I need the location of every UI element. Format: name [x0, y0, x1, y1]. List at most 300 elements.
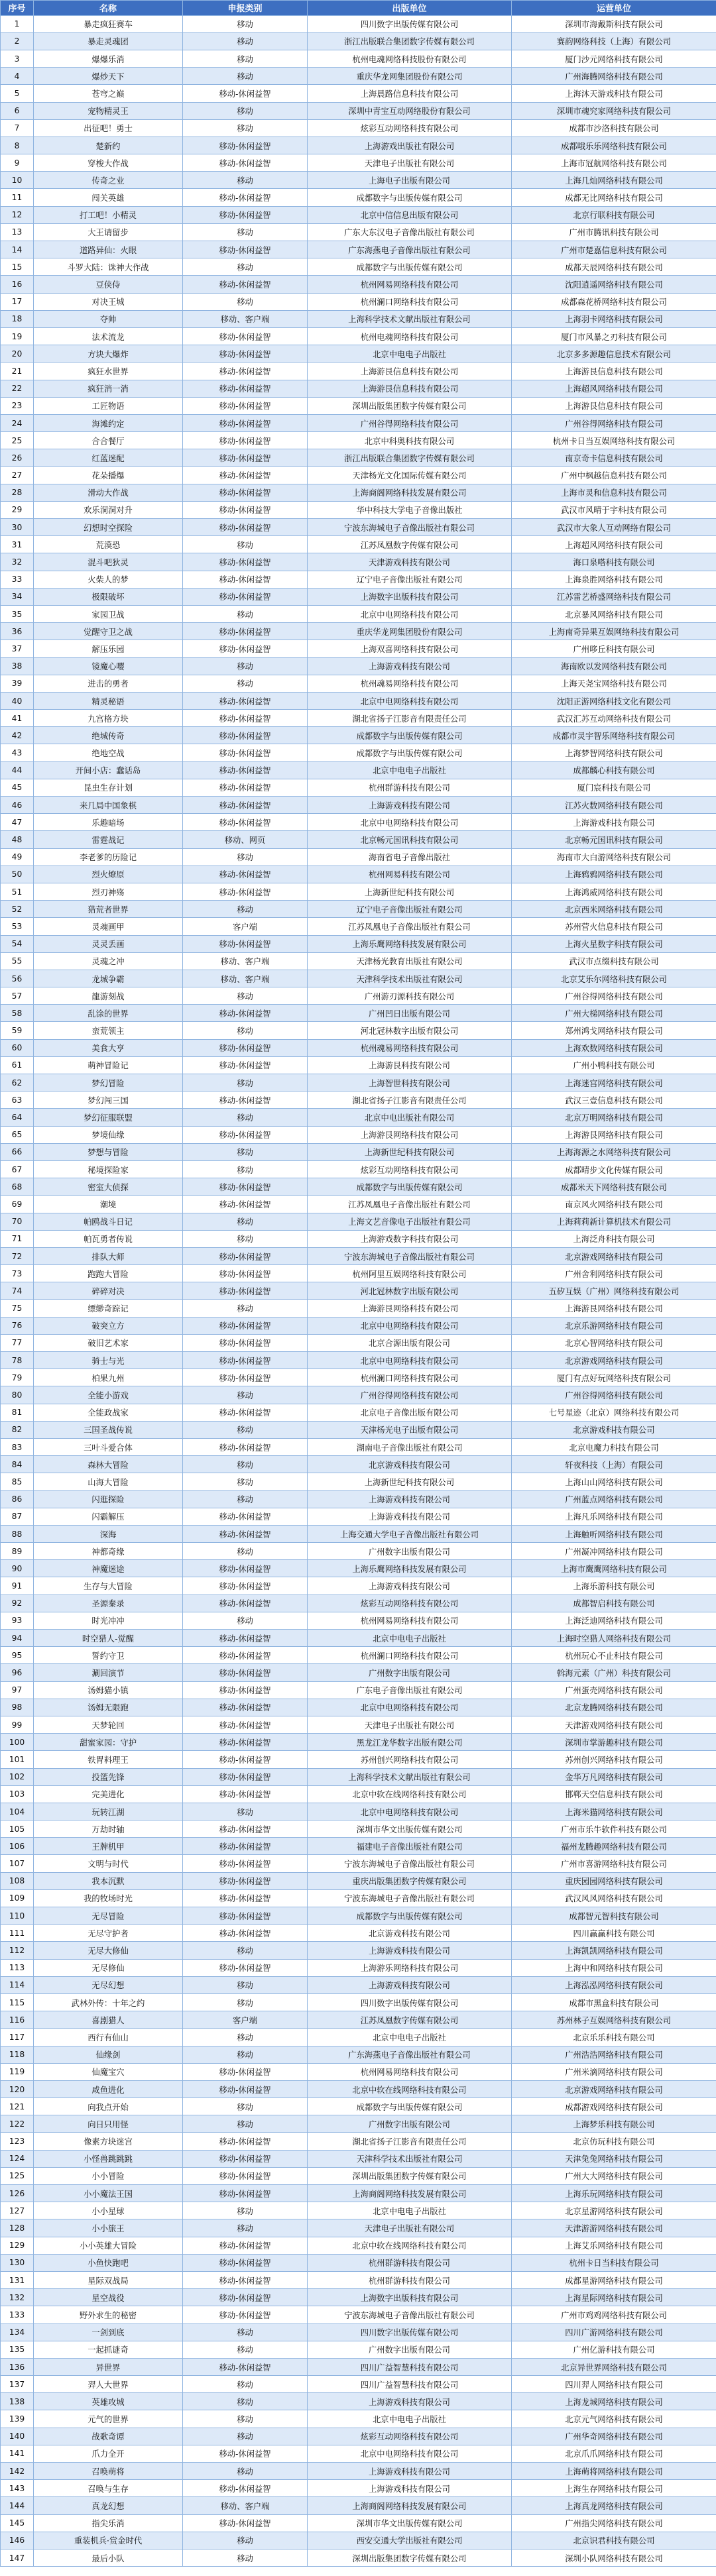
table-row — [1, 206, 716, 223]
table-body — [1, 15, 716, 2567]
cell-operator: 北京游戏科技有限公司 — [512, 1421, 716, 1438]
cell-operator: 武汉市大象人互动网络有限公司 — [512, 519, 716, 536]
cell-publisher: 上海游戏科技有限公司 — [308, 1942, 512, 1959]
header-name: 名称 — [34, 1, 183, 16]
table-row — [1, 2324, 716, 2341]
cell-index: 4 — [1, 68, 34, 85]
cell-publisher: 苏州创兴网络科技有限公司 — [308, 1751, 512, 1768]
table-row — [1, 414, 716, 431]
table-row — [1, 1160, 716, 1178]
table-row — [1, 2376, 716, 2393]
cell-name: 疯狂消一消 — [34, 380, 183, 397]
cell-operator: 北京游戏网络科技有限公司 — [512, 1247, 716, 1264]
cell-name: 元气的世界 — [34, 2410, 183, 2428]
cell-name: 天梦轮回 — [34, 1716, 183, 1733]
table-row — [1, 1473, 716, 1490]
cell-operator: 北京龙腾网络科技有限公司 — [512, 1699, 716, 1716]
table-row — [1, 2549, 716, 2566]
cell-index: 19 — [1, 327, 34, 345]
cell-operator: 广州指尖网络科技有限公司 — [512, 2514, 716, 2532]
cell-category: 移动-休闲益智 — [183, 1334, 308, 1351]
cell-index: 144 — [1, 2497, 34, 2514]
cell-index: 28 — [1, 484, 34, 501]
cell-operator: 武汉市风晴于宇科技有限公司 — [512, 501, 716, 518]
cell-category: 移动 — [183, 2115, 308, 2133]
table-row — [1, 15, 716, 32]
table-row — [1, 2497, 716, 2514]
table-row — [1, 1820, 716, 1838]
cell-operator: 广州凝冲网络科技有限公司 — [512, 1543, 716, 1560]
cell-publisher: 上海游艮网络科技有限公司 — [308, 1126, 512, 1143]
cell-name: 完美进化 — [34, 1785, 183, 1803]
cell-publisher: 北京中信信息出版有限公司 — [308, 206, 512, 223]
table-row — [1, 1838, 716, 1855]
cell-category: 移动、客户端 — [183, 310, 308, 327]
cell-operator: 杭州卡日当互娱网络科技有限公司 — [512, 432, 716, 449]
cell-name: 穿梭大作战 — [34, 154, 183, 172]
cell-operator: 七号星迹（北京）网络科技有限公司 — [512, 1404, 716, 1421]
cell-index: 23 — [1, 397, 34, 414]
cell-operator: 广州米滴网络科技有限公司 — [512, 2063, 716, 2080]
cell-category: 移动-休闲益智 — [183, 692, 308, 709]
cell-operator: 上海乐游科技有限公司 — [512, 1577, 716, 1595]
cell-index: 14 — [1, 241, 34, 258]
cell-operator: 成都市黑盒科技有限公司 — [512, 1993, 716, 2011]
cell-publisher: 成都数字与出版传媒有限公司 — [308, 2098, 512, 2115]
cell-operator: 上海泉胜网络科技有限公司 — [512, 571, 716, 588]
cell-operator: 沈阳逍遥网络科技有限公司 — [512, 276, 716, 293]
cell-category: 移动-休闲益智 — [183, 345, 308, 363]
cell-name: 出征吧！勇士 — [34, 119, 183, 137]
cell-operator: 轩夜科技（上海）有限公司 — [512, 1456, 716, 1473]
table-row — [1, 1074, 716, 1092]
cell-index: 143 — [1, 2480, 34, 2497]
cell-index: 72 — [1, 1247, 34, 1264]
table-row — [1, 1699, 716, 1716]
cell-operator: 北京多多源趣信息技术有限公司 — [512, 345, 716, 363]
cell-index: 55 — [1, 952, 34, 970]
cell-operator: 广州亿游科技有限公司 — [512, 2341, 716, 2358]
cell-category: 移动-休闲益智 — [183, 1907, 308, 1925]
cell-index: 66 — [1, 1143, 34, 1160]
cell-publisher: 杭州电魂网络科技有限公司 — [308, 327, 512, 345]
cell-category: 移动 — [183, 15, 308, 32]
cell-operator: 广州市喜游网络科技有限公司 — [512, 1855, 716, 1872]
cell-publisher: 四川数字出版传媒有限公司 — [308, 2324, 512, 2341]
cell-publisher: 天津游戏科技有限公司 — [308, 553, 512, 571]
cell-name: 召唤与生存 — [34, 2480, 183, 2497]
cell-publisher: 上海商阁网络科技发展有限公司 — [308, 2497, 512, 2514]
cell-publisher: 北京中软在线网络科技有限公司 — [308, 2237, 512, 2254]
cell-publisher: 天津科学技术出版社有限公司 — [308, 2150, 512, 2167]
cell-publisher: 四川数字出版传媒有限公司 — [308, 15, 512, 32]
cell-publisher: 上海乐鹰网络科技发展有限公司 — [308, 935, 512, 952]
table-row — [1, 1300, 716, 1317]
cell-category: 移动 — [183, 2219, 308, 2237]
cell-category: 移动 — [183, 2549, 308, 2566]
cell-index: 146 — [1, 2532, 34, 2549]
cell-operator: 上海鸿威网络科技有限公司 — [512, 883, 716, 900]
table-row — [1, 119, 716, 137]
header-index: 序号 — [1, 1, 34, 16]
table-row — [1, 32, 716, 50]
cell-publisher: 北京中电网络科技有限公司 — [308, 1803, 512, 1820]
cell-index: 36 — [1, 623, 34, 640]
cell-publisher: 西安交通大学出版社有限公司 — [308, 2532, 512, 2549]
cell-index: 29 — [1, 501, 34, 518]
cell-name: 甜蜜家园：守护 — [34, 1734, 183, 1751]
cell-index: 52 — [1, 901, 34, 918]
cell-operator: 福州龙腾趣网络科技有限公司 — [512, 1838, 716, 1855]
cell-operator: 上海梦乐科技有限公司 — [512, 2115, 716, 2133]
cell-name: 指尖乐消 — [34, 2514, 183, 2532]
cell-category: 移动-休闲益智 — [183, 2289, 308, 2306]
cell-index: 48 — [1, 831, 34, 848]
cell-category: 移动 — [183, 223, 308, 241]
cell-name: 野外求生的秘密 — [34, 2306, 183, 2324]
cell-index: 93 — [1, 1612, 34, 1629]
cell-category: 移动-休闲益智 — [183, 2237, 308, 2254]
cell-index: 9 — [1, 154, 34, 172]
cell-publisher: 上海智世科技有限公司 — [308, 1074, 512, 1092]
table-row — [1, 449, 716, 467]
cell-publisher: 上海游戏科技有限公司 — [308, 2463, 512, 2480]
cell-operator: 广州浩浩网络科技有限公司 — [512, 2046, 716, 2063]
cell-category: 移动-休闲益智 — [183, 1265, 308, 1282]
cell-name: 跑跑大冒险 — [34, 1265, 183, 1282]
cell-name: 星空战役 — [34, 2289, 183, 2306]
cell-operator: 广州大大网络科技有限公司 — [512, 2167, 716, 2184]
cell-publisher: 天津杨光教育出版社有限公司 — [308, 952, 512, 970]
cell-index: 140 — [1, 2428, 34, 2445]
cell-category: 移动 — [183, 901, 308, 918]
table-row — [1, 2063, 716, 2080]
cell-index: 141 — [1, 2445, 34, 2462]
table-row — [1, 1993, 716, 2011]
cell-index: 67 — [1, 1160, 34, 1178]
cell-publisher: 四川广益智慧科技有限公司 — [308, 2358, 512, 2375]
cell-operator: 上海梦智网络科技有限公司 — [512, 744, 716, 761]
cell-operator: 四川羿人网络科技有限公司 — [512, 2376, 716, 2393]
cell-category: 移动-休闲益智 — [183, 710, 308, 727]
cell-operator: 广州市楚嘉信息科技有限公司 — [512, 241, 716, 258]
cell-category: 移动-休闲益智 — [183, 866, 308, 883]
table-row — [1, 2393, 716, 2410]
cell-operator: 上海超风网络科技有限公司 — [512, 536, 716, 553]
cell-operator: 天津游戏网络科技有限公司 — [512, 1716, 716, 1733]
cell-index: 106 — [1, 1838, 34, 1855]
table-row — [1, 1525, 716, 1542]
cell-publisher: 宁波东海城电子音像出版社有限公司 — [308, 1889, 512, 1907]
table-row — [1, 1751, 716, 1768]
cell-publisher: 广东大东汉电子音像出版社有限公司 — [308, 223, 512, 241]
table-row — [1, 2167, 716, 2184]
table-row — [1, 1647, 716, 1664]
cell-index: 109 — [1, 1889, 34, 1907]
cell-category: 移动-休闲益智 — [183, 2445, 308, 2462]
table-row — [1, 1039, 716, 1056]
table-row — [1, 970, 716, 987]
cell-name: 解压乐园 — [34, 640, 183, 657]
cell-publisher: 河北冠林数字出版有限公司 — [308, 1282, 512, 1300]
cell-publisher: 华中科技大学电子音像出版社 — [308, 501, 512, 518]
cell-index: 76 — [1, 1317, 34, 1334]
cell-operator: 武汉三壹信息科技有限公司 — [512, 1092, 716, 1109]
cell-index: 40 — [1, 692, 34, 709]
cell-index: 112 — [1, 1942, 34, 1959]
cell-operator: 成都哦乐乐网络科技有限公司 — [512, 137, 716, 154]
cell-operator: 北京异世界网络科技有限公司 — [512, 2358, 716, 2375]
cell-index: 39 — [1, 675, 34, 692]
cell-name: 龙城争霸 — [34, 970, 183, 987]
cell-operator: 北京游戏网络科技有限公司 — [512, 2080, 716, 2098]
cell-category: 移动-休闲益智 — [183, 380, 308, 397]
cell-name: 缥缈奇踪记 — [34, 1300, 183, 1317]
cell-category: 移动-休闲益智 — [183, 1369, 308, 1386]
table-row — [1, 2341, 716, 2358]
cell-publisher: 宁波东海城电子音像出版社有限公司 — [308, 1247, 512, 1264]
cell-operator: 深圳小队网络科技有限公司 — [512, 2549, 716, 2566]
cell-operator: 杭州卡日当科技有限公司 — [512, 2254, 716, 2271]
table-row — [1, 1005, 716, 1022]
cell-name: 神魔迷途 — [34, 1560, 183, 1577]
cell-category: 移动 — [183, 258, 308, 276]
cell-name: 蛮荒领主 — [34, 1022, 183, 1039]
table-row — [1, 1265, 716, 1282]
cell-operator: 苏州林子互娱网络科技有限公司 — [512, 2011, 716, 2029]
cell-publisher: 上海科学技术文献出版社有限公司 — [308, 310, 512, 327]
cell-category: 移动-休闲益智 — [183, 519, 308, 536]
cell-operator: 江苏火数网络科技有限公司 — [512, 797, 716, 814]
cell-index: 74 — [1, 1282, 34, 1300]
cell-name: 进击的勇者 — [34, 675, 183, 692]
cell-category: 移动-休闲益智 — [183, 1925, 308, 1942]
cell-category: 移动-休闲益智 — [183, 1838, 308, 1855]
cell-name: 楚新约 — [34, 137, 183, 154]
cell-category: 移动-休闲益智 — [183, 1056, 308, 1074]
cell-publisher: 杭州网易网络科技有限公司 — [308, 276, 512, 293]
cell-category: 移动 — [183, 68, 308, 85]
cell-publisher: 上海商阁网络科技发展有限公司 — [308, 2185, 512, 2202]
cell-category: 移动 — [183, 2393, 308, 2410]
cell-operator: 广州小鸭科技有限公司 — [512, 1056, 716, 1074]
table-row — [1, 1959, 716, 1976]
table-row — [1, 1317, 716, 1334]
cell-publisher: 广州数字出版有限公司 — [308, 2341, 512, 2358]
cell-name: 方块大爆炸 — [34, 345, 183, 363]
cell-publisher: 杭州电魂网络科技股份有限公司 — [308, 50, 512, 67]
cell-category: 移动-休闲益智 — [183, 1560, 308, 1577]
cell-category: 移动-休闲益智 — [183, 640, 308, 657]
table-row — [1, 1785, 716, 1803]
cell-publisher: 天津电子出版社有限公司 — [308, 1716, 512, 1733]
cell-name: 闯关英雄 — [34, 189, 183, 206]
cell-category: 移动 — [183, 2098, 308, 2115]
cell-name: 爆炒天下 — [34, 68, 183, 85]
cell-name: 涮回演节 — [34, 1664, 183, 1681]
cell-index: 16 — [1, 276, 34, 293]
cell-index: 34 — [1, 588, 34, 605]
table-row — [1, 1768, 716, 1785]
table-row — [1, 588, 716, 605]
cell-index: 5 — [1, 85, 34, 102]
cell-operator: 上海米猫网络科技有限公司 — [512, 1803, 716, 1820]
table-row — [1, 467, 716, 484]
cell-index: 114 — [1, 1976, 34, 1993]
cell-index: 86 — [1, 1490, 34, 1508]
cell-index: 136 — [1, 2358, 34, 2375]
cell-name: 异世界 — [34, 2358, 183, 2375]
table-row — [1, 1196, 716, 1213]
cell-operator: 北京暴风网络科技有限公司 — [512, 605, 716, 622]
cell-name: 对决王城 — [34, 293, 183, 310]
cell-operator: 成都森花桥网络科技有限公司 — [512, 293, 716, 310]
cell-index: 85 — [1, 1473, 34, 1490]
table-row — [1, 1612, 716, 1629]
cell-name: 打工吧！小精灵 — [34, 206, 183, 223]
cell-index: 138 — [1, 2393, 34, 2410]
cell-index: 110 — [1, 1907, 34, 1925]
cell-name: 无尽幻想 — [34, 1976, 183, 1993]
table-row — [1, 2514, 716, 2532]
cell-name: 梦幻冒险 — [34, 1074, 183, 1092]
cell-publisher: 上海数字出版科技有限公司 — [308, 588, 512, 605]
cell-category: 移动 — [183, 1942, 308, 1959]
cell-operator: 南京奇卡信息科技有限公司 — [512, 449, 716, 467]
cell-publisher: 成都数字与出版传媒有限公司 — [308, 1178, 512, 1196]
table-row — [1, 363, 716, 380]
cell-name: 苍穹之巅 — [34, 85, 183, 102]
cell-name: 小小星球 — [34, 2202, 183, 2219]
cell-publisher: 天津电子出版社有限公司 — [308, 2219, 512, 2237]
cell-name: 梦境仙缘 — [34, 1126, 183, 1143]
table-row — [1, 258, 716, 276]
cell-operator: 成都晴步文化传媒有限公司 — [512, 1160, 716, 1178]
cell-index: 78 — [1, 1352, 34, 1369]
cell-name: 汤姆猫小镇 — [34, 1681, 183, 1699]
cell-operator: 北京仿玩科技有限公司 — [512, 2133, 716, 2150]
cell-publisher: 北京中电网络科技有限公司 — [308, 1699, 512, 1716]
cell-operator: 上海泓泓网络科技有限公司 — [512, 1976, 716, 1993]
table-row — [1, 866, 716, 883]
cell-name: 合合餐厅 — [34, 432, 183, 449]
cell-publisher: 北京中电网络科技有限公司 — [308, 1352, 512, 1369]
cell-publisher: 北京中电电子出版社 — [308, 761, 512, 779]
cell-index: 89 — [1, 1543, 34, 1560]
cell-category: 移动-休闲益智 — [183, 1404, 308, 1421]
cell-operator: 上海星际网络科技有限公司 — [512, 2289, 716, 2306]
cell-category: 移动-休闲益智 — [183, 1282, 308, 1300]
cell-operator: 成都智元智科技有限公司 — [512, 1907, 716, 1925]
table-row — [1, 50, 716, 67]
cell-publisher: 杭州澜口网络科技有限公司 — [308, 1369, 512, 1386]
cell-name: 无尽大修仙 — [34, 1942, 183, 1959]
cell-name: 誓约守卫 — [34, 1647, 183, 1664]
table-row — [1, 1734, 716, 1751]
cell-publisher: 北京游戏科技有限公司 — [308, 1456, 512, 1473]
cell-publisher: 北京中科奥科技有限公司 — [308, 432, 512, 449]
cell-category: 移动-休闲益智 — [183, 727, 308, 744]
cell-operator: 上海羽卡网络科技有限公司 — [512, 310, 716, 327]
cell-publisher: 广州谷得网络科技有限公司 — [308, 1386, 512, 1404]
cell-publisher: 广东电子音像出版社有限公司 — [308, 1681, 512, 1699]
cell-operator: 厦门有点好玩网络科技有限公司 — [512, 1369, 716, 1386]
cell-publisher: 上海游戏科技有限公司 — [308, 1577, 512, 1595]
cell-category: 移动-休闲益智 — [183, 1005, 308, 1022]
table-row — [1, 1438, 716, 1455]
cell-index: 100 — [1, 1734, 34, 1751]
cell-index: 135 — [1, 2341, 34, 2358]
table-row — [1, 2480, 716, 2497]
cell-category: 移动-休闲益智 — [183, 154, 308, 172]
cell-operator: 成都米天下网络科技有限公司 — [512, 1178, 716, 1196]
cell-name: 向我点开始 — [34, 2098, 183, 2115]
cell-category: 移动 — [183, 848, 308, 866]
cell-publisher: 北京游戏科技有限公司 — [308, 1925, 512, 1942]
table-row — [1, 2358, 716, 2375]
cell-publisher: 广东海燕电子音像出版社有限公司 — [308, 241, 512, 258]
cell-category: 移动 — [183, 536, 308, 553]
table-row — [1, 2463, 716, 2480]
cell-operator: 上海市灵和信息科技有限公司 — [512, 484, 716, 501]
cell-category: 移动 — [183, 293, 308, 310]
cell-index: 31 — [1, 536, 34, 553]
cell-name: 柏果九州 — [34, 1369, 183, 1386]
cell-publisher: 广东海燕电子音像出版社有限公司 — [308, 2046, 512, 2063]
cell-index: 116 — [1, 2011, 34, 2029]
cell-publisher: 宁波东海城电子音像出版社有限公司 — [308, 1855, 512, 1872]
cell-operator: 广州蛋壳网络科技有限公司 — [512, 1681, 716, 1699]
cell-name: 无尽修仙 — [34, 1959, 183, 1976]
cell-category: 移动-休闲益智 — [183, 2185, 308, 2202]
cell-publisher: 天津杨光电子出版有限公司 — [308, 1421, 512, 1438]
table-row — [1, 1369, 716, 1386]
cell-name: 生存与大冒险 — [34, 1577, 183, 1595]
cell-publisher: 成都数字与出版传媒有限公司 — [308, 727, 512, 744]
cell-publisher: 上海晨路信息科技有限公司 — [308, 85, 512, 102]
cell-operator: 成都智启科技有限公司 — [512, 1595, 716, 1612]
cell-publisher: 上海游戏数字科技有限公司 — [308, 1230, 512, 1247]
table-row — [1, 2532, 716, 2549]
cell-index: 6 — [1, 102, 34, 119]
cell-index: 7 — [1, 119, 34, 137]
cell-name: 传奇之业 — [34, 172, 183, 189]
cell-category: 移动-休闲益智 — [183, 85, 308, 102]
cell-publisher: 浙江出版联合集团数字传媒有限公司 — [308, 449, 512, 467]
cell-index: 120 — [1, 2080, 34, 2098]
cell-category: 移动-休闲益智 — [183, 779, 308, 796]
cell-publisher: 成都数字与出版传媒有限公司 — [308, 1907, 512, 1925]
cell-publisher: 北京中电电子出版社 — [308, 2029, 512, 2046]
cell-operator: 广州海腾网络科技有限公司 — [512, 68, 716, 85]
cell-name: 仙魔宝穴 — [34, 2063, 183, 2080]
cell-index: 41 — [1, 710, 34, 727]
table-row — [1, 2150, 716, 2167]
cell-name: 极限破坏 — [34, 588, 183, 605]
cell-category: 移动-休闲益智 — [183, 1247, 308, 1264]
cell-index: 79 — [1, 1369, 34, 1386]
cell-category: 移动 — [183, 2428, 308, 2445]
cell-operator: 海南市大白游网络科技有限公司 — [512, 848, 716, 866]
cell-name: 我本沉默 — [34, 1872, 183, 1889]
cell-category: 移动 — [183, 1386, 308, 1404]
cell-name: 花朵播爆 — [34, 467, 183, 484]
cell-category: 移动 — [183, 1976, 308, 1993]
cell-publisher: 四川广益智慧科技有限公司 — [308, 2376, 512, 2393]
cell-category: 移动 — [183, 675, 308, 692]
cell-index: 22 — [1, 380, 34, 397]
cell-operator: 金华万凡网络科技有限公司 — [512, 1768, 716, 1785]
